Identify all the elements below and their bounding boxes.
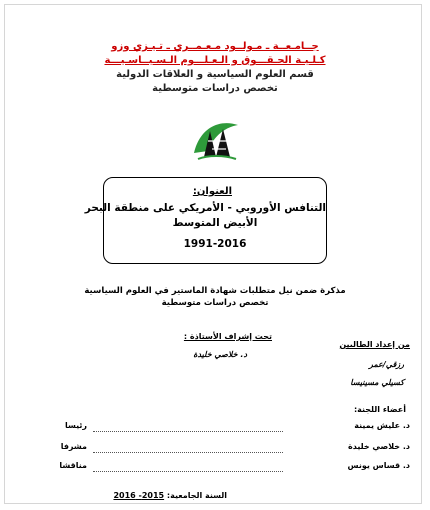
prepared-by-label: من إعداد الطالبين: [339, 340, 410, 349]
academic-year-value: 2015- 2016: [113, 491, 165, 500]
committee-member-1-role: رئيسا: [64, 421, 87, 430]
thesis-years: 1991-2016: [183, 238, 247, 250]
committee-member-3-name: د. قساس يونس: [347, 461, 410, 470]
committee-member-2-role: مشرفا: [60, 442, 87, 451]
academic-year: [113, 491, 227, 500]
university-header: [0, 40, 430, 96]
student-1-name: رزقي/عمر: [369, 360, 404, 369]
dotted-line: [93, 431, 283, 432]
university-logo-icon: [190, 117, 242, 163]
memo-statement: [0, 285, 430, 309]
memo-line-2: تخصص دراسات متوسطية: [161, 298, 269, 308]
academic-year-label: السنة الجامعية:: [166, 491, 227, 500]
faculty-name: كـلـيـة الحـقـــوق و الـعـلـــوم الـسـيــاسـيـــة: [104, 55, 326, 66]
dotted-line: [93, 471, 283, 472]
thesis-title-line-1: التنافس الأوروبي - الأمريكي على منطقة البحر: [84, 202, 326, 214]
memo-line-1: مذكرة ضمن نيل متطلبات شهادة الماستير في العلوم السياسية: [84, 286, 346, 296]
title-label: العنوان:: [192, 186, 232, 197]
supervisor-name: د. خلاصي خليدة: [193, 350, 247, 359]
supervision-label: تحت إشراف الأستاذة :: [183, 332, 272, 341]
committee-member-2-name: د. خلاصي خليدة: [347, 442, 410, 451]
thesis-title-line-2: الأبيض المتوسط: [172, 217, 258, 229]
committee-label: أعضاء اللجنة:: [353, 405, 406, 414]
thesis-title-box: [84, 177, 327, 264]
specialty-name: تخصص دراسات متوسطية: [152, 83, 278, 94]
committee-member-1-name: د. عليش يمينة: [354, 421, 410, 430]
dotted-line: [93, 452, 283, 453]
student-2-name: كسيلي مسينيسا: [350, 378, 404, 387]
department-name: قسم العلوم السياسية و العلاقات الدولية: [116, 69, 314, 80]
committee-member-3-role: مناقشا: [59, 461, 87, 470]
university-name: جــامـعــة ـ مـولــود مـعـمــري ـ تـيـزي وزو: [111, 41, 319, 52]
